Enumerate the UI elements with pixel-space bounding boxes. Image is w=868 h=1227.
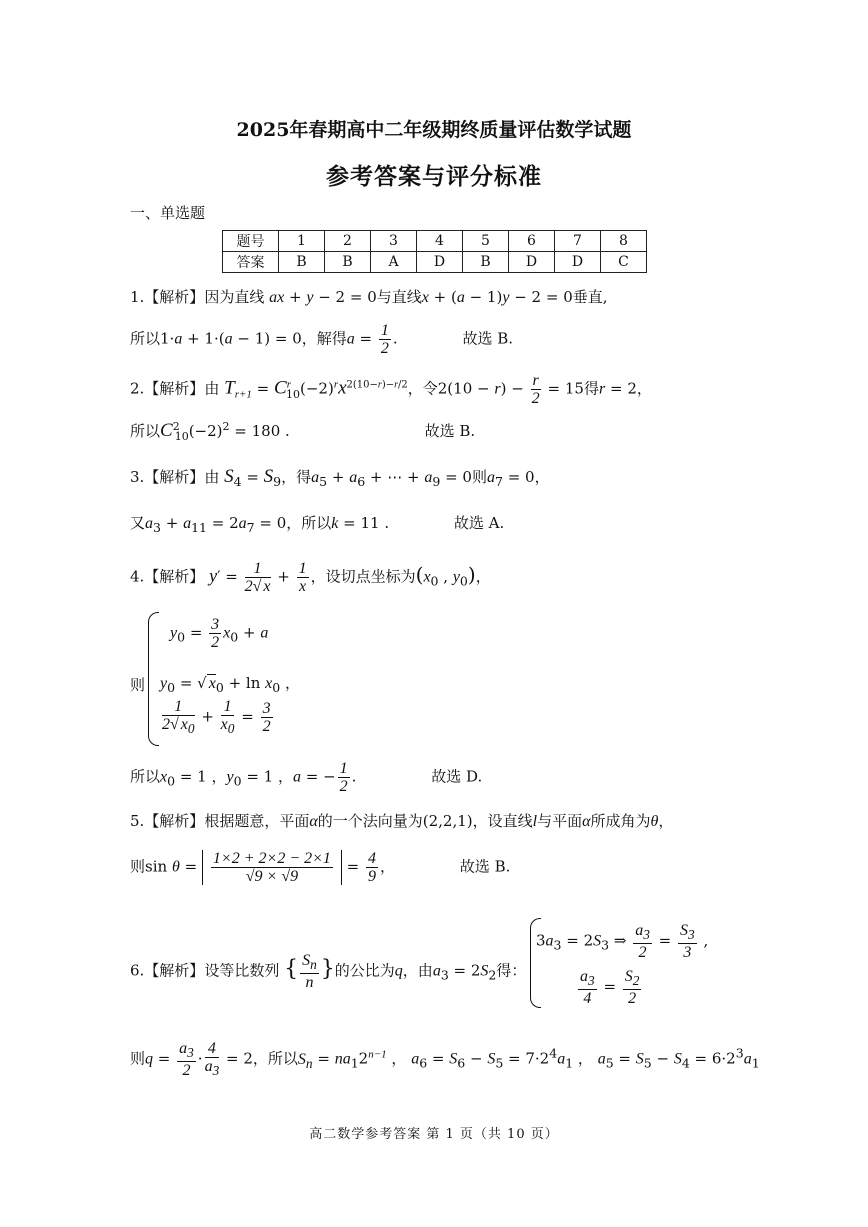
table-cell: D [417,252,463,273]
q4-line3: 所以$x_0 = 1$ ，$y_0 = 1$ ，a = − $\frac{1}{2}$ . 故选 D. [130,760,483,795]
q6-system: $3a_3 = 2S_3$ ⇒ $\frac{a_3}{2}$ = $\frac{S_3}{3}$ , $\frac{a_3}{4}$ = $\frac{S_2}{2}$ [520,918,720,1008]
table-cell: B [463,252,509,273]
table-cell: B [279,252,325,273]
table-row [223,231,647,252]
table-cell: 1 [279,231,325,252]
table-cell: 6 [509,231,555,252]
table-cell: D [509,252,555,273]
table-cell: 8 [601,231,647,252]
table-cell: B [325,252,371,273]
q6-line2: 则q = $\frac{a_3}{2}$ · $\frac{4}{a_3}$ = 2，所以$S_n = na_12^{n-1}$ ， $a_6 = S_6 - S_5 = 7\cdot 2^4a_1$ ， $a_5 = S_5 - S_4 = 6\cdot 2^3a_1$ [130,1040,760,1080]
table-cell: 5 [463,231,509,252]
q2-line2: 所以$C^2_{10}(-2)^2 = 180$ . 故选 B. [130,420,476,443]
table-cell: C [601,252,647,273]
table-cell: 2 [325,231,371,252]
table-cell: A [371,252,417,273]
answer-table [222,230,647,273]
page-title: 2025年春期高中二年级期终质量评估数学试题 [236,119,632,141]
q3-line1: 3.【解析】由 $S_4 = S_9$，得$a_5 + a_6$ + ⋯ + $a_9 = 0$则$a_7 = 0$， [130,466,550,489]
q1-line1: 1.【解析】因为直线 ax + y − 2 = 0与直线x + (a − 1)y − 2 = 0垂直, [130,288,608,306]
table-header-cell: 题号 [223,231,279,252]
left-brace [148,612,159,746]
q4-line1: 4.【解析】 y′ = $\frac{1}{2√ x}$ + $\frac{1}{x}$ ，设切点坐标为($x_0$ , $y_0$)， [130,560,491,595]
q5-line1: 5.【解析】根据题意，平面α的一个法向量为(2,2,1)，设直线l与平面α所成角为θ， [130,812,674,830]
table-cell: 7 [555,231,601,252]
q5-line2: 则sin θ = $\frac{1\times 2 + 2\times 2 - 2\times 1}{√9 \times √9}$ = $\frac{4}{9}$ ， 故选 B. [130,850,511,885]
q2-line1: 2.【解析】由 $T_{r+1} = C^r_{10}(-2)^rx^{2(10-r)-r/2}$，令2(10 − r) − $\frac{r}{2}$ = 15得r = 2， [130,372,652,407]
page-footer: 高二数学参考答案 第 1 页（共 10 页） [309,1127,559,1142]
table-cell: D [555,252,601,273]
q3-line2: 又$a_3 + a_{11} = 2a_7 = 0$，所以k = 11 . 故选 A. [130,514,505,535]
table-row [223,252,647,273]
table-cell: 3 [371,231,417,252]
table-cell: 4 [417,231,463,252]
section-heading: 一、单选题 [130,204,206,222]
q6-line1: 6.【解析】设等比数列 { $\frac{S_n}{n}$ }的公比为q，由$a_3 = 2S_2$得： [130,952,527,992]
page-subtitle: 参考答案与评分标准 [326,163,542,190]
table-header-cell: 答案 [223,252,279,273]
q1-line2: 所以1·a + 1·(a − 1) = 0，解得a = $\frac{1}{2}$ . 故选 B. [130,322,513,357]
